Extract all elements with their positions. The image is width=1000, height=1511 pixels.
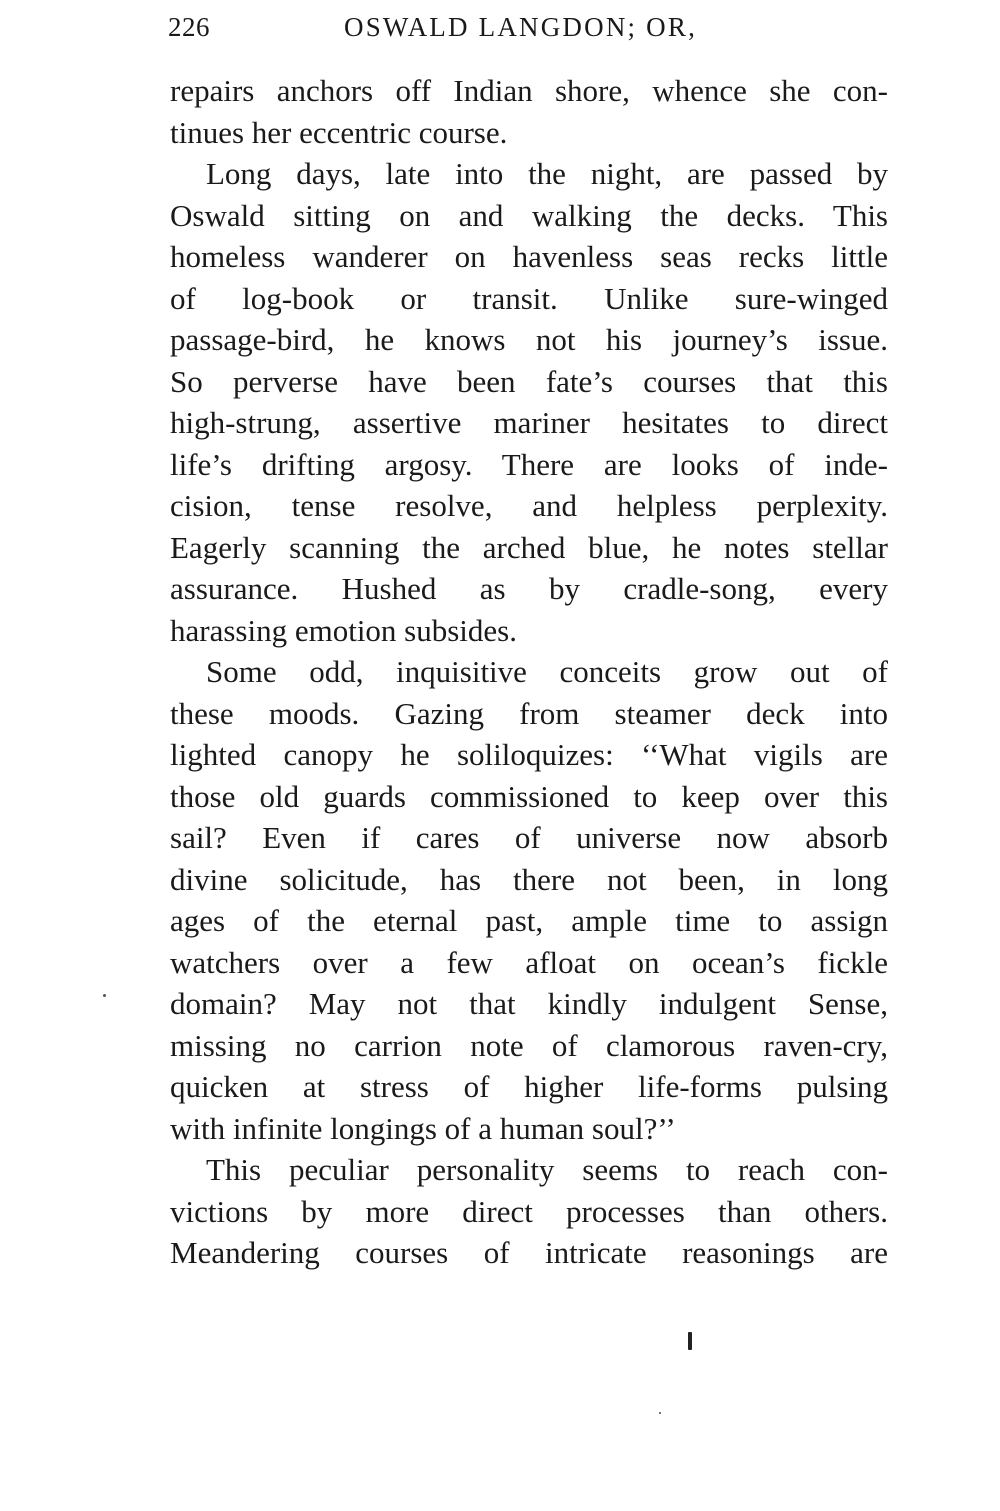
text-line: victions by more direct processes than others. bbox=[170, 1193, 888, 1229]
text-line: divine solicitude, has there not been, in long bbox=[170, 861, 888, 897]
paragraph-3 bbox=[170, 651, 888, 1149]
text-line: quicken at stress of higher life-forms pulsing bbox=[170, 1069, 888, 1104]
body-text bbox=[170, 70, 888, 1274]
paragraph-4 bbox=[170, 1149, 888, 1274]
paper-speck bbox=[659, 1412, 661, 1414]
running-head bbox=[168, 12, 890, 54]
text-line: homeless wanderer on havenless seas recks little bbox=[170, 239, 888, 274]
paragraph-2 bbox=[170, 153, 888, 651]
text-line: sail? Even if cares of universe now absorb bbox=[170, 820, 888, 855]
text-line: high-strung, assertive mariner hesitates to direct bbox=[170, 405, 888, 440]
text-line: with infinite longings of a human soul?’’ bbox=[170, 1110, 676, 1146]
page-number: 226 bbox=[168, 12, 210, 42]
text-line: missing no carrion note of clamorous raven-cry, bbox=[170, 1027, 888, 1063]
running-title: OSWALD LANGDON; OR, bbox=[344, 12, 698, 42]
text-line: watchers over a few afloat on ocean’s fickle bbox=[170, 944, 888, 980]
text-line: tinues her eccentric course. bbox=[170, 114, 508, 150]
text-line: Some odd, inquisitive conceits grow out of bbox=[206, 654, 888, 689]
text-line: domain? May not that kindly indulgent Sense, bbox=[170, 986, 888, 1021]
margin-speck bbox=[103, 994, 106, 997]
text-line: lighted canopy he soliloquizes: ‘‘What vigils are bbox=[170, 737, 888, 772]
text-line: So perverse have been fate’s courses that this bbox=[170, 363, 888, 399]
printer-mark bbox=[688, 1332, 692, 1350]
text-line: Meandering courses of intricate reasonings are bbox=[170, 1235, 888, 1270]
text-line: these moods. Gazing from steamer deck into bbox=[170, 695, 888, 731]
text-line: cision, tense resolve, and helpless perplexity. bbox=[170, 488, 888, 523]
text-line: Eagerly scanning the arched blue, he notes stellar bbox=[170, 529, 888, 565]
text-line: harassing emotion subsides. bbox=[170, 612, 517, 648]
text-line: This peculiar personality seems to reach con- bbox=[206, 1152, 888, 1187]
text-line: Oswald sitting on and walking the decks. This bbox=[170, 197, 888, 233]
text-line: assurance. Hushed as by cradle-song, every bbox=[170, 571, 888, 606]
text-line: those old guards commissioned to keep over this bbox=[170, 778, 888, 814]
text-line: passage-bird, he knows not his journey’s issue. bbox=[170, 322, 888, 357]
text-line: ages of the eternal past, ample time to assign bbox=[170, 903, 888, 938]
text-line: repairs anchors off Indian shore, whence she con- bbox=[170, 73, 888, 108]
paragraph-1 bbox=[170, 70, 888, 153]
text-line: Long days, late into the night, are passed by bbox=[206, 156, 888, 191]
text-line: life’s drifting argosy. There are looks of inde- bbox=[170, 446, 888, 482]
text-line: of log-book or transit. Unlike sure-winged bbox=[170, 280, 888, 316]
